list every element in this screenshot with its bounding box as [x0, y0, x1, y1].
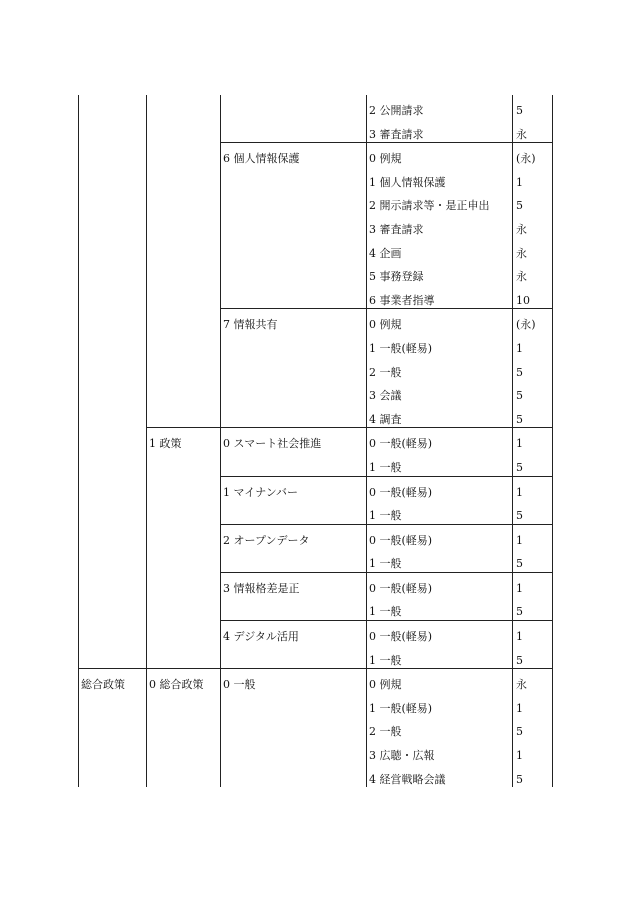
item-cell: 1 個人情報保護 [367, 167, 513, 191]
retention-period-cell: 1 [513, 621, 553, 645]
middle-category-cell [147, 238, 221, 262]
table-row [79, 596, 553, 620]
retention-period-cell: 1 [513, 572, 553, 596]
table-row [79, 476, 553, 500]
retention-period-cell: (永) [513, 309, 553, 333]
table-row [79, 380, 553, 404]
table-row [79, 740, 553, 764]
middle-category-cell [147, 716, 221, 740]
minor-category-cell [221, 95, 367, 119]
minor-category-cell [221, 333, 367, 357]
retention-period-cell: 永 [513, 119, 553, 143]
middle-category-cell [147, 476, 221, 500]
retention-period-cell: 5 [513, 190, 553, 214]
table-row [79, 645, 553, 669]
table-row [79, 309, 553, 333]
retention-period-cell: 5 [513, 596, 553, 620]
retention-period-cell: 5 [513, 404, 553, 428]
middle-category-cell [147, 452, 221, 476]
major-category-cell [79, 572, 147, 596]
table-row [79, 143, 553, 167]
retention-period-cell: 1 [513, 524, 553, 548]
major-category-cell [79, 500, 147, 524]
retention-period-cell: 永 [513, 214, 553, 238]
minor-category-cell [221, 119, 367, 143]
minor-category-cell: 2 オープンデータ [221, 524, 367, 548]
minor-category-cell [221, 285, 367, 309]
major-category-cell [79, 333, 147, 357]
item-cell: 5 事務登録 [367, 261, 513, 285]
table-row [79, 95, 553, 119]
table-row [79, 238, 553, 262]
major-category-cell [79, 740, 147, 764]
item-cell: 1 一般 [367, 452, 513, 476]
minor-category-cell [221, 214, 367, 238]
major-category-cell [79, 380, 147, 404]
major-category-cell [79, 404, 147, 428]
middle-category-cell [147, 693, 221, 717]
table-row [79, 404, 553, 428]
table-row [79, 524, 553, 548]
item-cell: 0 例規 [367, 143, 513, 167]
middle-category-cell [147, 621, 221, 645]
major-category-cell [79, 716, 147, 740]
minor-category-cell [221, 452, 367, 476]
item-cell: 1 一般 [367, 596, 513, 620]
middle-category-cell [147, 95, 221, 119]
major-category-cell [79, 621, 147, 645]
middle-category-cell [147, 645, 221, 669]
retention-period-cell: 永 [513, 669, 553, 693]
major-category-cell: 総合政策 [79, 669, 147, 693]
major-category-cell [79, 357, 147, 381]
retention-period-cell: 5 [513, 452, 553, 476]
retention-period-cell: 5 [513, 645, 553, 669]
item-cell: 2 一般 [367, 716, 513, 740]
table-row [79, 357, 553, 381]
item-cell: 4 調査 [367, 404, 513, 428]
item-cell: 1 一般(軽易) [367, 693, 513, 717]
major-category-cell [79, 693, 147, 717]
table-row [79, 428, 553, 452]
table-row [79, 716, 553, 740]
retention-period-cell: 1 [513, 740, 553, 764]
minor-category-cell: 0 一般 [221, 669, 367, 693]
middle-category-cell: 0 総合政策 [147, 669, 221, 693]
middle-category-cell [147, 524, 221, 548]
table-row [79, 764, 553, 788]
item-cell: 2 公開請求 [367, 95, 513, 119]
minor-category-cell [221, 404, 367, 428]
minor-category-cell: 7 情報共有 [221, 309, 367, 333]
major-category-cell [79, 214, 147, 238]
table-row [79, 261, 553, 285]
item-cell: 1 一般(軽易) [367, 333, 513, 357]
middle-category-cell [147, 357, 221, 381]
retention-period-cell: 5 [513, 380, 553, 404]
item-cell: 2 開示請求等・是正申出 [367, 190, 513, 214]
item-cell: 1 一般 [367, 500, 513, 524]
item-cell: 6 事業者指導 [367, 285, 513, 309]
item-cell: 0 一般(軽易) [367, 572, 513, 596]
table-row [79, 572, 553, 596]
middle-category-cell [147, 572, 221, 596]
item-cell: 2 一般 [367, 357, 513, 381]
middle-category-cell [147, 333, 221, 357]
major-category-cell [79, 524, 147, 548]
retention-period-cell: 永 [513, 238, 553, 262]
minor-category-cell [221, 261, 367, 285]
major-category-cell [79, 119, 147, 143]
major-category-cell [79, 190, 147, 214]
table-row [79, 669, 553, 693]
major-category-cell [79, 764, 147, 788]
retention-period-cell: 5 [513, 357, 553, 381]
retention-period-cell: (永) [513, 143, 553, 167]
major-category-cell [79, 143, 147, 167]
middle-category-cell [147, 309, 221, 333]
item-cell: 3 広聴・広報 [367, 740, 513, 764]
item-cell: 3 審査請求 [367, 214, 513, 238]
major-category-cell [79, 645, 147, 669]
major-category-cell [79, 167, 147, 191]
major-category-cell [79, 95, 147, 119]
table-row [79, 548, 553, 572]
middle-category-cell [147, 548, 221, 572]
minor-category-cell [221, 596, 367, 620]
item-cell: 0 一般(軽易) [367, 428, 513, 452]
major-category-cell [79, 428, 147, 452]
retention-period-cell: 10 [513, 285, 553, 309]
table-row [79, 167, 553, 191]
retention-period-cell: 5 [513, 95, 553, 119]
retention-period-cell: 5 [513, 764, 553, 788]
retention-period-cell: 永 [513, 261, 553, 285]
retention-period-cell: 1 [513, 333, 553, 357]
retention-period-cell: 1 [513, 428, 553, 452]
item-cell: 0 一般(軽易) [367, 476, 513, 500]
middle-category-cell [147, 143, 221, 167]
middle-category-cell [147, 190, 221, 214]
middle-category-cell: 1 政策 [147, 428, 221, 452]
minor-category-cell [221, 357, 367, 381]
table-row [79, 333, 553, 357]
minor-category-cell [221, 764, 367, 788]
retention-period-cell: 5 [513, 548, 553, 572]
minor-category-cell [221, 548, 367, 572]
middle-category-cell [147, 380, 221, 404]
minor-category-cell [221, 380, 367, 404]
minor-category-cell [221, 716, 367, 740]
minor-category-cell [221, 190, 367, 214]
table-row [79, 452, 553, 476]
major-category-cell [79, 261, 147, 285]
major-category-cell [79, 452, 147, 476]
major-category-cell [79, 309, 147, 333]
major-category-cell [79, 596, 147, 620]
minor-category-cell: 4 デジタル活用 [221, 621, 367, 645]
major-category-cell [79, 548, 147, 572]
table-row [79, 500, 553, 524]
minor-category-cell: 0 スマート社会推進 [221, 428, 367, 452]
item-cell: 0 例規 [367, 309, 513, 333]
middle-category-cell [147, 764, 221, 788]
middle-category-cell [147, 285, 221, 309]
item-cell: 1 一般 [367, 645, 513, 669]
table-row [79, 214, 553, 238]
middle-category-cell [147, 119, 221, 143]
minor-category-cell: 3 情報格差是正 [221, 572, 367, 596]
middle-category-cell [147, 500, 221, 524]
item-cell: 0 例規 [367, 669, 513, 693]
minor-category-cell [221, 740, 367, 764]
item-cell: 4 経営戦略会議 [367, 764, 513, 788]
item-cell: 3 会議 [367, 380, 513, 404]
item-cell: 3 審査請求 [367, 119, 513, 143]
retention-period-cell: 1 [513, 693, 553, 717]
middle-category-cell [147, 404, 221, 428]
minor-category-cell: 1 マイナンバー [221, 476, 367, 500]
minor-category-cell [221, 238, 367, 262]
retention-period-cell: 5 [513, 500, 553, 524]
table-row [79, 693, 553, 717]
middle-category-cell [147, 214, 221, 238]
minor-category-cell [221, 167, 367, 191]
item-cell: 0 一般(軽易) [367, 621, 513, 645]
table-row [79, 285, 553, 309]
major-category-cell [79, 476, 147, 500]
minor-category-cell [221, 645, 367, 669]
retention-period-cell: 1 [513, 167, 553, 191]
middle-category-cell [147, 261, 221, 285]
table-row [79, 621, 553, 645]
table-row [79, 190, 553, 214]
table-body [79, 95, 553, 787]
item-cell: 0 一般(軽易) [367, 524, 513, 548]
retention-period-cell: 1 [513, 476, 553, 500]
minor-category-cell: 6 個人情報保護 [221, 143, 367, 167]
middle-category-cell [147, 596, 221, 620]
middle-category-cell [147, 740, 221, 764]
item-cell: 1 一般 [367, 548, 513, 572]
retention-schedule-table [78, 95, 553, 787]
item-cell: 4 企画 [367, 238, 513, 262]
major-category-cell [79, 238, 147, 262]
minor-category-cell [221, 500, 367, 524]
retention-period-cell: 5 [513, 716, 553, 740]
middle-category-cell [147, 167, 221, 191]
table-row [79, 119, 553, 143]
major-category-cell [79, 285, 147, 309]
minor-category-cell [221, 693, 367, 717]
